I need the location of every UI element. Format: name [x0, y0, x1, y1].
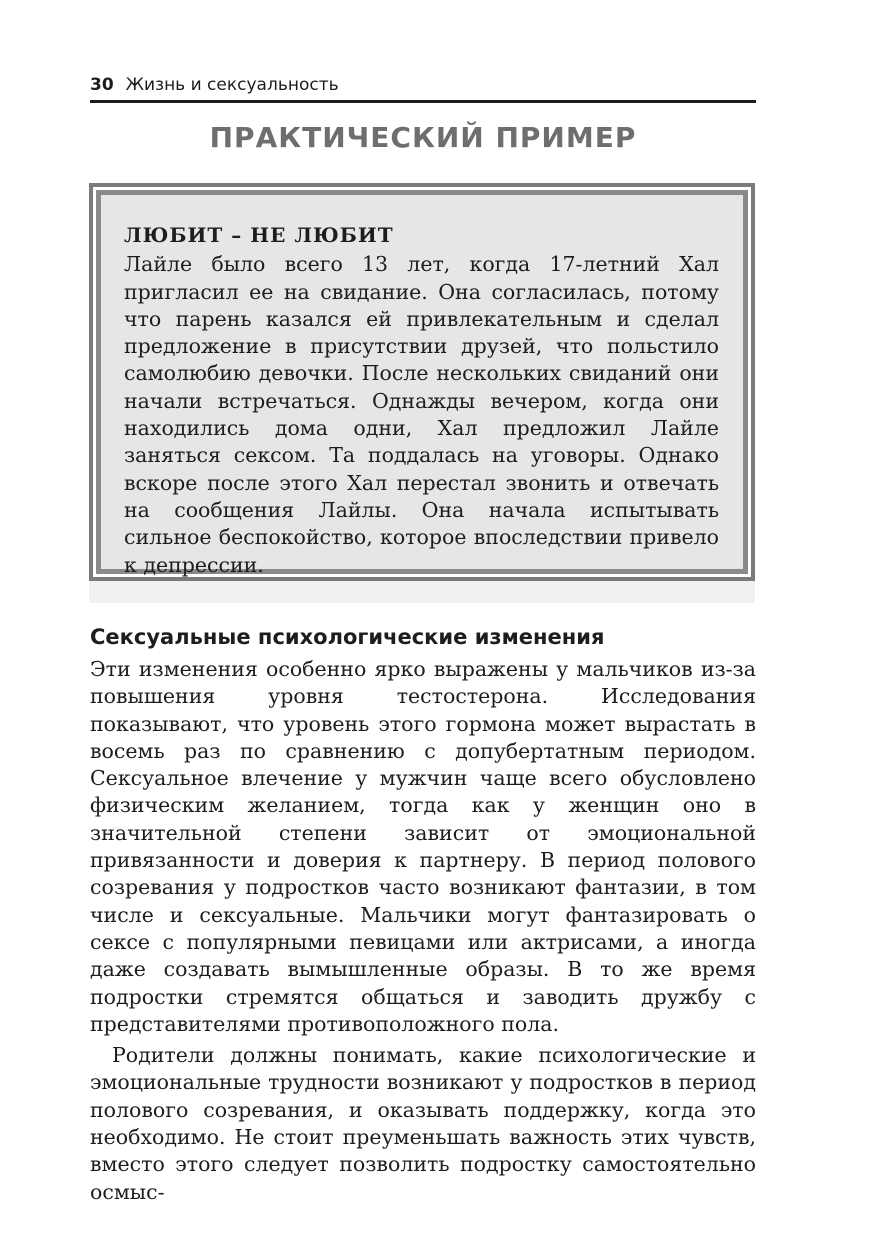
paragraph: Родители должны понимать, какие психологические и эмоциональные трудности возникают у подростков в период полового созревания, и оказывать поддержку, когда это необходимо. Не стоит преуменьшать важность этих чувств, вместо этого следует позволить подростку самостоятельно осмыс-: [90, 1043, 756, 1204]
box-shadow-band: [89, 581, 755, 603]
page-number: 30: [90, 75, 114, 95]
subheading: Сексуальные психологические изменения: [90, 625, 605, 649]
paragraph: Эти изменения особенно ярко выражены у мальчиков из-за повышения уровня тестостерона. Исследования показывают, что уровень этого гормона может вырастать в восемь раз по сравнению с допубертатным периодом. Сексуальное влечение у мужчин чаще всего обусловлено физическим желанием, тогда как у женщин оно в значительной степени зависит от эмоциональной привязанности и доверия к партнеру. В период полового созревания у подростков часто возникают фантазии, в том числе и сексуальные. Мальчики могут фантазировать о сексе с популярными певицами или актрисами, а иногда даже создавать вымышленные образы. В то же время подростки стремятся общаться и заводить дружбу с представителями противоположного пола.: [90, 657, 756, 1036]
running-head: [90, 74, 756, 96]
case-study-box: [89, 183, 755, 581]
running-title: Жизнь и сексуальность: [125, 75, 339, 95]
case-study-text: Лайле было всего 13 лет, когда 17-летний Хал пригласил ее на свидание. Она согласилась, потому что парень казался ей привлекательным и сделал предложение в присутствии друзей, что польстило самолюбию девочки. После нескольких свиданий они начали встречаться. Однажды вечером, когда они находились дома одни, Хал предложил Лайле заняться сексом. Та поддалась на уговоры. Однако вскоре после этого Хал перестал звонить и отвечать на сообщения Лайлы. Она начала испытывать сильное беспокойство, которое впоследствии привело к депрессии.: [124, 252, 719, 577]
case-study-title: ЛЮБИТ – НЕ ЛЮБИТ: [124, 223, 394, 247]
case-study-box-inner: [96, 190, 748, 577]
body-text: [90, 656, 756, 1210]
section-title: ПРАКТИЧЕСКИЙ ПРИМЕР: [209, 121, 637, 154]
case-study-content: [124, 222, 719, 579]
header-rule: [90, 100, 756, 103]
